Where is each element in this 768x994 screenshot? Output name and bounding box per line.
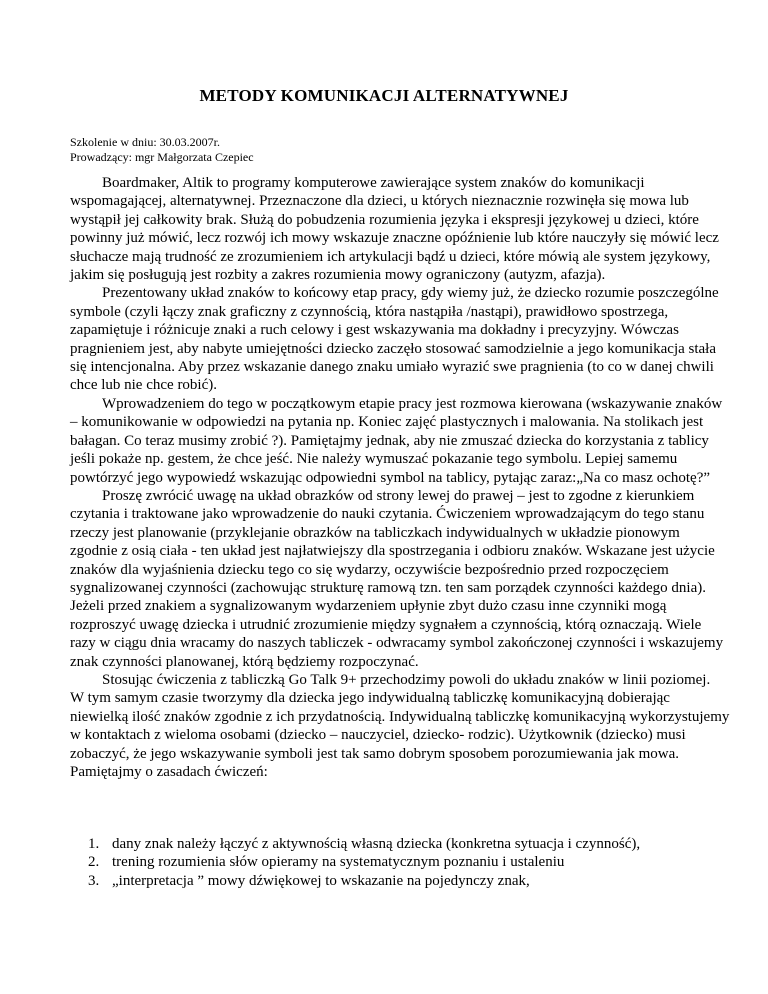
rules-list bbox=[70, 835, 640, 890]
list-item bbox=[70, 835, 640, 853]
list-number: 2. bbox=[88, 854, 100, 871]
document-body bbox=[70, 174, 730, 781]
list-item bbox=[70, 872, 640, 890]
paragraph-2: Prezentowany układ znaków to końcowy etap pracy, gdy wiemy już, że dziecko rozumie poszczególne symbole (czyli łączy znak graficzny z czynnością, która nastąpiła /nastąpi), prawidłowo spostrzega, zapamiętuje i różnicuje znaki a ruch celowy i gest wskazywania ma dokładny i precyzyjny. Wówczas pragnieniem jest, aby nabyte umiejętności dziecko zaczęło stosować samodzielnie a jego komunikacja stała się intencjonalna. Aby przez wskazanie danego znaku umiało wyrazić swe pragnienia (to co w danej chwili chce lub nie chce robić). bbox=[70, 285, 719, 394]
paragraph-3: Wprowadzeniem do tego w początkowym etapie pracy jest rozmowa kierowana (wskazywanie znaków – komunikowanie w odpowiedzi na pytania np. Koniec zajęć plastycznych i malowania. Na stolikach jest bałagan. Co teraz musimy zrobić ?). Pamiętajmy jednak, aby nie zmuszać dziecka do korzystania z tablicy jeśli pokaże np. gestem, że chce jeść. Nie należy wymuszać pokazanie tego symbolu. Lepiej samemu powtórzyć jego wypowiedź wskazując odpowiedni symbol na tablicy, pytając zaraz:„Na co masz ochotę?” bbox=[70, 395, 723, 486]
paragraph-7: Pamiętajmy o zasadach ćwiczeń: bbox=[70, 764, 268, 780]
paragraph-6: W tym samym czasie tworzymy dla dziecka jego indywidualną tabliczkę komunikacyjną dobierając niewielką ilość znaków zgodnie z ich przydatnością. Indywidualną tabliczkę komunikacyjną wykorzystujemy w kontaktach z wieloma osobami (dziecko – nauczyciel, dziecko- rodzic). Użytkownik (dziecko) musi zobaczyć, że jego wskazywanie symboli jest tak samo dobrym sposobem porozumiewania jak mowa. bbox=[70, 690, 730, 762]
instructor: Prowadzący: mgr Małgorzata Czepiec bbox=[70, 150, 254, 164]
list-item bbox=[70, 853, 640, 871]
document-meta bbox=[70, 135, 254, 165]
list-text: dany znak należy łączyć z aktywnością własną dziecka (konkretna sytuacja i czynność), bbox=[112, 836, 641, 852]
training-date: Szkolenie w dniu: 30.03.2007r. bbox=[70, 135, 220, 149]
list-text: „interpretacja ” mowy dźwiękowej to wskazanie na pojedynczy znak, bbox=[112, 872, 530, 889]
paragraph-4: Proszę zwrócić uwagę na układ obrazków od strony lewej do prawej – jest to zgodne z kierunkiem czytania i traktowane jako wprowadzenie do nauki czytania. Ćwiczeniem wprowadzającym do tego stanu rzeczy jest planowanie (przyklejanie obrazków na tabliczkach indywidualnych w układzie pionowym zgodnie z osią ciała - ten układ jest najłatwiejszy dla spostrzegania i odbioru znaków. Wskazane jest użycie znaków dla wyjaśnienia dziecku tego co się wydarzy, oczywiście bezpośrednio przed rozpoczęciem sygnalizowanej czynności (zachowując strukturę ramową tzn. ten sam porządek czynności każdego dnia). Jeżeli przed znakiem a sygnalizowanym wydarzeniem upłynie zbyt dużo czasu inne czynniki mogą rozproszyć uwagę dziecka i utrudnić zrozumienie między sygnałem a czynnością, którą oznaczają. Wiele razy w ciągu dnia wracamy do naszych tabliczek - odwracamy symbol zakończonej czynności i wskazujemy znak czynności planowanej, którą będziemy rozpoczynać. bbox=[70, 487, 724, 670]
list-text: trening rozumienia słów opieramy na systematycznym poznaniu i ustaleniu bbox=[112, 854, 565, 871]
list-number: 3. bbox=[88, 872, 100, 889]
document-title: METODY KOMUNIKACJI ALTERNATYWNEJ bbox=[199, 86, 569, 105]
paragraph-5: Stosując ćwiczenia z tabliczką Go Talk 9+ przechodzimy powoli do układu znaków w linii poziomej. bbox=[102, 671, 711, 688]
paragraph-1: Boardmaker, Altik to programy komputerowe zawierające system znaków do komunikacji wspomagającej, alternatywnej. Przeznaczone dla dzieci, u których nieznacznie rozwinęła się mowa lub wystąpił jej całkowity brak. Służą do pobudzenia rozumienia języka i ekspresji językowej u dzieci, które powinny już mówić, lecz rozwój ich mowy wskazuje znaczne opóźnienie lub które nauczyły się mówić lecz słuchacze mają trudność ze zrozumieniem ich artykulacji bądź u dzieci, które mówią ale system językowy, jakim się posługują jest rozbity a zakres rozumienia mowy ograniczony (autyzm, afazja). bbox=[70, 175, 719, 284]
list-number: 1. bbox=[88, 836, 100, 852]
